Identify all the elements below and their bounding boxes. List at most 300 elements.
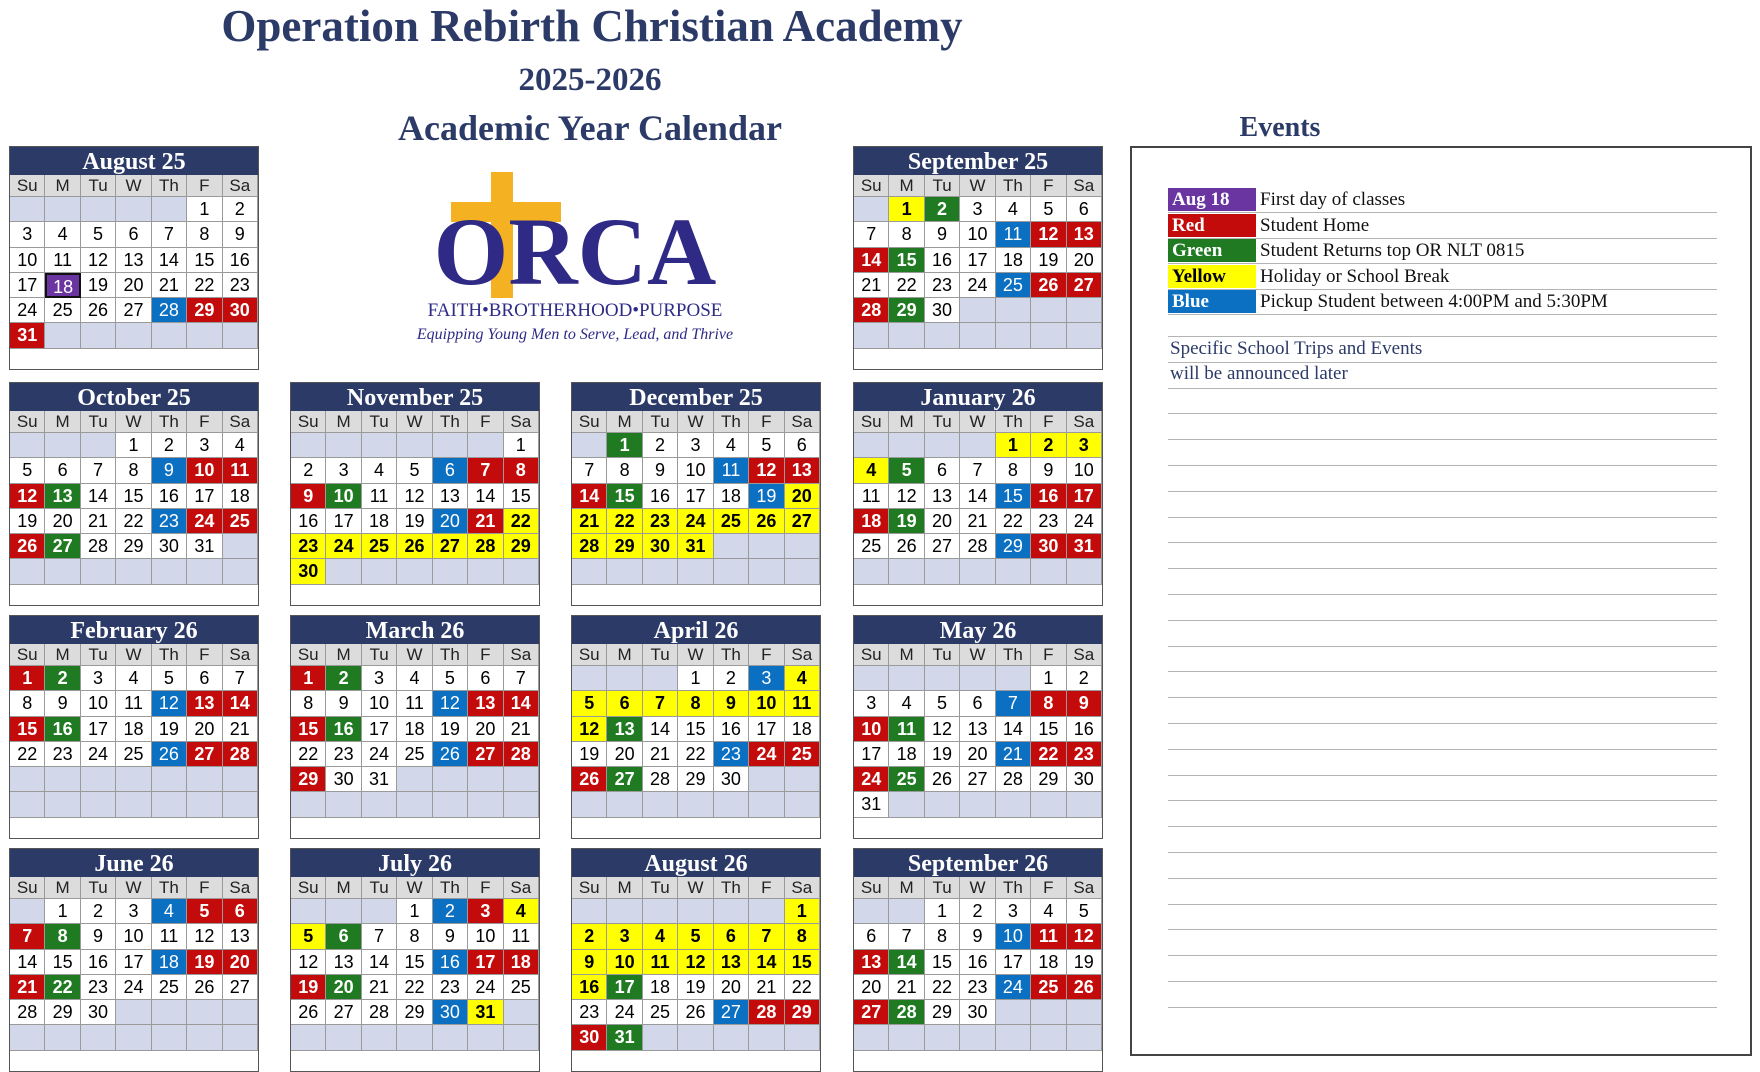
weekday-label: W — [960, 877, 995, 899]
day-cell: 9 — [1067, 691, 1102, 716]
empty-cell — [116, 1000, 151, 1025]
empty-cell — [326, 792, 361, 817]
weekday-label: M — [326, 877, 361, 899]
day-cell: 20 — [925, 509, 960, 534]
empty-cell — [925, 1025, 960, 1050]
day-cell: 2 — [1067, 666, 1102, 691]
legend-row — [1168, 265, 1717, 290]
day-cell: 13 — [433, 484, 468, 509]
day-cell: 8 — [607, 458, 642, 483]
weekday-label: Sa — [1067, 411, 1102, 433]
day-cell: 23 — [1031, 509, 1066, 534]
day-cell: 26 — [397, 534, 432, 559]
weekday-label: Tu — [925, 644, 960, 666]
day-cell: 24 — [960, 273, 995, 298]
day-cell: 18 — [785, 717, 820, 742]
empty-cell — [116, 197, 151, 222]
day-cell: 8 — [1031, 691, 1066, 716]
empty-cell — [960, 1025, 995, 1050]
day-cell: 9 — [326, 691, 361, 716]
day-cell: 4 — [504, 899, 539, 924]
day-cell: 30 — [326, 767, 361, 792]
empty-cell — [572, 899, 607, 924]
weekday-label: W — [397, 411, 432, 433]
day-cell: 7 — [960, 458, 995, 483]
day-cell: 23 — [326, 742, 361, 767]
day-cell: 6 — [433, 458, 468, 483]
day-cell: 16 — [223, 248, 258, 273]
day-cell: 15 — [925, 950, 960, 975]
day-cell: 18 — [45, 273, 80, 298]
day-cell: 18 — [152, 950, 187, 975]
weekday-label: Su — [854, 411, 889, 433]
day-cell: 4 — [362, 458, 397, 483]
weekday-label: M — [45, 877, 80, 899]
weekday-label: F — [468, 644, 503, 666]
day-cell: 22 — [996, 509, 1031, 534]
day-cell: 19 — [291, 975, 326, 1000]
empty-cell — [925, 433, 960, 458]
month-title: February 26 — [10, 616, 258, 644]
logo-motto: Equipping Young Men to Serve, Lead, and Thrive — [416, 326, 734, 343]
weekday-label: Su — [572, 877, 607, 899]
weekday-label: Su — [10, 175, 45, 197]
legend-key: Green — [1168, 239, 1256, 262]
day-cell: 12 — [152, 691, 187, 716]
day-cell: 4 — [116, 666, 151, 691]
month-calendar — [853, 615, 1103, 839]
empty-cell — [960, 559, 995, 584]
month-title: August 25 — [10, 147, 258, 175]
empty-cell — [643, 666, 678, 691]
day-cell: 22 — [45, 975, 80, 1000]
empty-cell — [152, 1025, 187, 1050]
empty-cell — [10, 899, 45, 924]
day-cell: 21 — [81, 509, 116, 534]
day-cell: 12 — [397, 484, 432, 509]
month-title: August 26 — [572, 849, 820, 877]
day-cell: 12 — [889, 484, 924, 509]
empty-cell — [854, 1025, 889, 1050]
day-cell: 10 — [996, 924, 1031, 949]
day-cell: 15 — [116, 484, 151, 509]
day-cell: 8 — [996, 458, 1031, 483]
day-cell: 10 — [326, 484, 361, 509]
empty-cell — [433, 792, 468, 817]
day-cell: 2 — [152, 433, 187, 458]
day-cell: 22 — [397, 975, 432, 1000]
day-cell: 16 — [45, 717, 80, 742]
weekday-label: M — [889, 175, 924, 197]
legend-row — [1168, 290, 1717, 315]
day-cell: 12 — [291, 950, 326, 975]
day-cell: 5 — [749, 433, 784, 458]
day-cell: 3 — [1067, 433, 1102, 458]
day-cell: 15 — [45, 950, 80, 975]
day-cell: 23 — [291, 534, 326, 559]
day-cell: 16 — [433, 950, 468, 975]
empty-cell — [643, 899, 678, 924]
day-cell: 12 — [187, 924, 222, 949]
empty-cell — [1031, 1000, 1066, 1025]
day-cell: 19 — [889, 509, 924, 534]
day-cell: 16 — [1031, 484, 1066, 509]
ruled-line — [1168, 568, 1717, 569]
day-cell: 2 — [291, 458, 326, 483]
day-cell: 22 — [607, 509, 642, 534]
month-title: October 25 — [10, 383, 258, 411]
day-cell: 18 — [116, 717, 151, 742]
weekday-label: Sa — [504, 644, 539, 666]
weekday-label: Su — [10, 644, 45, 666]
day-cell: 23 — [152, 509, 187, 534]
day-cell: 20 — [714, 975, 749, 1000]
day-cell: 10 — [10, 248, 45, 273]
day-cell: 8 — [678, 691, 713, 716]
month-calendar — [290, 615, 540, 839]
day-cell: 6 — [45, 458, 80, 483]
events-title: Events — [1239, 112, 1321, 143]
weekday-label: Su — [10, 411, 45, 433]
day-cell: 15 — [397, 950, 432, 975]
empty-cell — [81, 433, 116, 458]
empty-cell — [10, 559, 45, 584]
empty-cell — [223, 792, 258, 817]
empty-cell — [607, 899, 642, 924]
day-cell: 24 — [1067, 509, 1102, 534]
day-cell: 3 — [362, 666, 397, 691]
day-cell: 21 — [643, 742, 678, 767]
empty-cell — [572, 559, 607, 584]
day-cell: 9 — [152, 458, 187, 483]
empty-cell — [362, 792, 397, 817]
day-cell: 28 — [152, 298, 187, 323]
day-cell: 1 — [291, 666, 326, 691]
day-cell: 4 — [854, 458, 889, 483]
day-cell: 14 — [643, 717, 678, 742]
empty-cell — [223, 1000, 258, 1025]
day-cell: 1 — [925, 899, 960, 924]
weekday-label: Th — [433, 411, 468, 433]
day-cell: 17 — [468, 950, 503, 975]
day-cell: 25 — [643, 1000, 678, 1025]
day-cell: 11 — [714, 458, 749, 483]
empty-cell — [10, 792, 45, 817]
weekday-label: Th — [996, 644, 1031, 666]
day-cell: 17 — [116, 950, 151, 975]
day-cell: 11 — [223, 458, 258, 483]
empty-cell — [326, 1025, 361, 1050]
empty-cell — [116, 792, 151, 817]
day-cell: 7 — [504, 666, 539, 691]
day-cell: 28 — [81, 534, 116, 559]
weekday-label: Sa — [223, 411, 258, 433]
day-cell: 9 — [291, 484, 326, 509]
day-cell: 22 — [785, 975, 820, 1000]
ruled-line — [1168, 671, 1717, 672]
day-cell: 7 — [643, 691, 678, 716]
day-cell: 20 — [1067, 248, 1102, 273]
day-cell: 12 — [572, 717, 607, 742]
empty-cell — [291, 1025, 326, 1050]
empty-cell — [889, 792, 924, 817]
empty-cell — [889, 323, 924, 348]
day-cell: 19 — [925, 742, 960, 767]
day-cell: 6 — [714, 924, 749, 949]
empty-cell — [291, 792, 326, 817]
legend-key: Blue — [1168, 290, 1256, 313]
day-cell: 28 — [10, 1000, 45, 1025]
day-cell: 14 — [854, 248, 889, 273]
day-cell: 27 — [785, 509, 820, 534]
day-cell: 4 — [889, 691, 924, 716]
day-cell: 25 — [397, 742, 432, 767]
empty-cell — [291, 433, 326, 458]
day-cell: 25 — [223, 509, 258, 534]
empty-cell — [714, 1025, 749, 1050]
weekday-label: Sa — [785, 877, 820, 899]
weekday-label: Tu — [81, 644, 116, 666]
weekday-label: Th — [152, 175, 187, 197]
weekday-label: W — [678, 411, 713, 433]
ruled-line — [1168, 1007, 1717, 1008]
day-cell: 9 — [714, 691, 749, 716]
empty-cell — [572, 666, 607, 691]
month-calendar — [571, 615, 821, 839]
empty-cell — [925, 323, 960, 348]
empty-cell — [45, 792, 80, 817]
month-title: April 26 — [572, 616, 820, 644]
day-cell: 3 — [749, 666, 784, 691]
empty-cell — [81, 197, 116, 222]
day-cell: 8 — [397, 924, 432, 949]
day-cell: 18 — [643, 975, 678, 1000]
day-cell: 14 — [504, 691, 539, 716]
empty-cell — [223, 323, 258, 348]
empty-cell — [678, 792, 713, 817]
day-cell: 17 — [607, 975, 642, 1000]
empty-cell — [678, 1025, 713, 1050]
day-cell: 27 — [960, 767, 995, 792]
empty-cell — [152, 792, 187, 817]
empty-cell — [10, 767, 45, 792]
day-cell: 23 — [433, 975, 468, 1000]
day-cell: 29 — [678, 767, 713, 792]
events-panel — [1130, 146, 1752, 1056]
day-cell: 5 — [10, 458, 45, 483]
empty-cell — [960, 433, 995, 458]
day-cell: 12 — [678, 950, 713, 975]
day-cell: 14 — [468, 484, 503, 509]
weekday-label: W — [116, 411, 151, 433]
weekday-label: Th — [433, 644, 468, 666]
day-cell: 4 — [45, 222, 80, 247]
day-cell: 29 — [1031, 767, 1066, 792]
day-cell: 17 — [326, 509, 361, 534]
weekday-label: Tu — [362, 644, 397, 666]
day-cell: 30 — [433, 1000, 468, 1025]
day-cell: 23 — [45, 742, 80, 767]
day-cell: 14 — [152, 248, 187, 273]
day-cell: 3 — [996, 899, 1031, 924]
weekday-label: Tu — [925, 411, 960, 433]
weekday-label: M — [326, 644, 361, 666]
day-cell: 7 — [362, 924, 397, 949]
day-cell: 7 — [223, 666, 258, 691]
day-cell: 6 — [925, 458, 960, 483]
day-cell: 31 — [187, 534, 222, 559]
day-cell: 7 — [889, 924, 924, 949]
weekday-label: Th — [714, 411, 749, 433]
day-cell: 27 — [1067, 273, 1102, 298]
empty-cell — [326, 433, 361, 458]
day-cell: 24 — [607, 1000, 642, 1025]
day-cell: 2 — [714, 666, 749, 691]
day-cell: 17 — [10, 273, 45, 298]
empty-cell — [996, 559, 1031, 584]
weekday-label: Th — [152, 411, 187, 433]
day-cell: 25 — [152, 975, 187, 1000]
day-cell: 27 — [326, 1000, 361, 1025]
month-calendar — [9, 848, 259, 1072]
empty-cell — [925, 559, 960, 584]
day-cell: 17 — [749, 717, 784, 742]
events-note: Specific School Trips and Events — [1170, 338, 1423, 359]
month-title: September 25 — [854, 147, 1102, 175]
legend-row — [1168, 188, 1717, 213]
day-cell: 21 — [572, 509, 607, 534]
ruled-line — [1168, 491, 1717, 492]
day-cell: 16 — [326, 717, 361, 742]
day-cell: 10 — [749, 691, 784, 716]
day-cell: 21 — [889, 975, 924, 1000]
day-cell: 5 — [925, 691, 960, 716]
weekday-label: M — [45, 644, 80, 666]
day-cell: 27 — [607, 767, 642, 792]
day-cell: 22 — [678, 742, 713, 767]
empty-cell — [854, 433, 889, 458]
day-cell: 19 — [397, 509, 432, 534]
empty-cell — [607, 666, 642, 691]
empty-cell — [785, 534, 820, 559]
day-cell: 28 — [996, 767, 1031, 792]
day-cell: 3 — [116, 899, 151, 924]
weekday-label: F — [1031, 175, 1066, 197]
day-cell: 19 — [10, 509, 45, 534]
weekday-label: W — [116, 175, 151, 197]
empty-cell — [854, 197, 889, 222]
day-cell: 5 — [433, 666, 468, 691]
weekday-label: Tu — [643, 411, 678, 433]
weekday-label: Sa — [223, 175, 258, 197]
day-cell: 6 — [116, 222, 151, 247]
weekday-label: Su — [10, 877, 45, 899]
day-cell: 7 — [749, 924, 784, 949]
day-cell: 8 — [45, 924, 80, 949]
day-cell: 25 — [1031, 975, 1066, 1000]
day-cell: 1 — [187, 197, 222, 222]
day-cell: 6 — [187, 666, 222, 691]
day-cell: 1 — [397, 899, 432, 924]
weekday-label: F — [187, 644, 222, 666]
empty-cell — [504, 1000, 539, 1025]
day-cell: 1 — [10, 666, 45, 691]
empty-cell — [10, 433, 45, 458]
day-cell: 8 — [925, 924, 960, 949]
day-cell: 11 — [889, 717, 924, 742]
day-cell: 20 — [960, 742, 995, 767]
day-cell: 9 — [925, 222, 960, 247]
day-cell: 11 — [1031, 924, 1066, 949]
weekday-label: Su — [291, 644, 326, 666]
day-cell: 13 — [925, 484, 960, 509]
day-cell: 21 — [468, 509, 503, 534]
weekday-label: Su — [854, 877, 889, 899]
events-note: will be announced later — [1170, 363, 1348, 384]
day-cell: 4 — [643, 924, 678, 949]
empty-cell — [996, 792, 1031, 817]
ruled-line — [1168, 465, 1717, 466]
day-cell: 16 — [291, 509, 326, 534]
day-cell: 1 — [45, 899, 80, 924]
empty-cell — [362, 559, 397, 584]
empty-cell — [187, 1025, 222, 1050]
ruled-line — [1168, 775, 1717, 776]
day-cell: 21 — [996, 742, 1031, 767]
day-cell: 30 — [223, 298, 258, 323]
ruled-line — [1168, 878, 1717, 879]
day-cell: 22 — [291, 742, 326, 767]
empty-cell — [152, 1000, 187, 1025]
day-cell: 15 — [889, 248, 924, 273]
weekday-label: M — [889, 877, 924, 899]
weekday-label: F — [187, 411, 222, 433]
day-cell: 28 — [749, 1000, 784, 1025]
ruled-line — [1168, 336, 1717, 337]
legend-description: Student Returns top OR NLT 0815 — [1260, 240, 1525, 261]
weekday-label: F — [749, 877, 784, 899]
day-cell: 10 — [362, 691, 397, 716]
empty-cell — [607, 792, 642, 817]
empty-cell — [1031, 298, 1066, 323]
empty-cell — [714, 534, 749, 559]
day-cell: 2 — [643, 433, 678, 458]
empty-cell — [889, 899, 924, 924]
day-cell: 4 — [152, 899, 187, 924]
month-calendar — [290, 848, 540, 1072]
day-cell: 25 — [854, 534, 889, 559]
day-cell: 13 — [785, 458, 820, 483]
empty-cell — [187, 1000, 222, 1025]
day-cell: 2 — [572, 924, 607, 949]
empty-cell — [10, 197, 45, 222]
weekday-label: Tu — [362, 877, 397, 899]
day-cell: 22 — [925, 975, 960, 1000]
weekday-label: M — [45, 175, 80, 197]
day-cell: 14 — [81, 484, 116, 509]
empty-cell — [960, 298, 995, 323]
day-cell: 12 — [433, 691, 468, 716]
day-cell: 30 — [1067, 767, 1102, 792]
empty-cell — [152, 197, 187, 222]
empty-cell — [433, 433, 468, 458]
day-cell: 21 — [854, 273, 889, 298]
ruled-line — [1168, 904, 1717, 905]
day-cell: 17 — [81, 717, 116, 742]
month-title: January 26 — [854, 383, 1102, 411]
day-cell: 13 — [326, 950, 361, 975]
empty-cell — [504, 1025, 539, 1050]
